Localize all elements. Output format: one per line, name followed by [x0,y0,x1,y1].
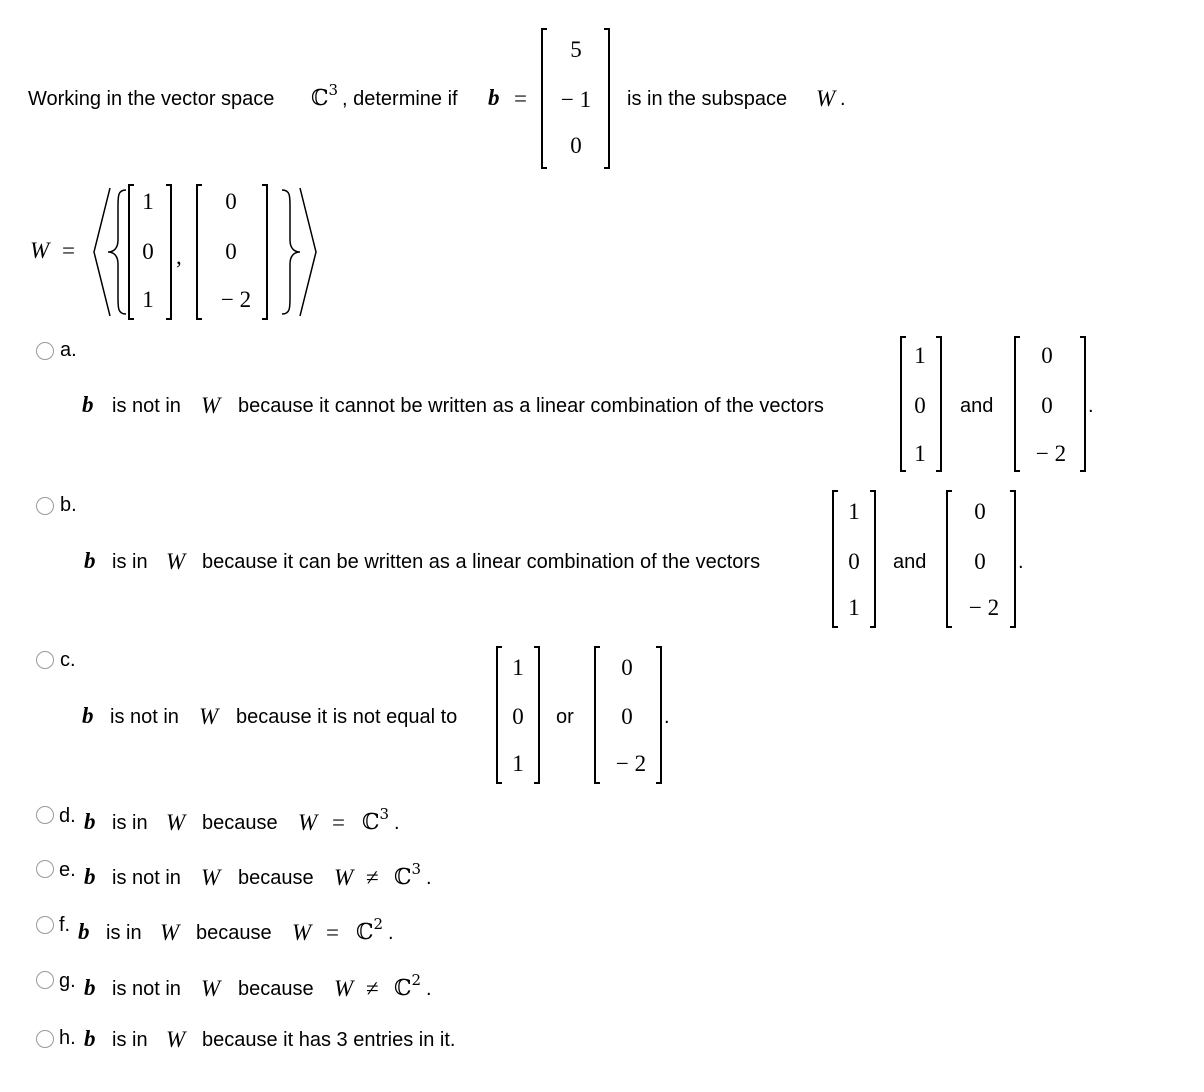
vector-b-entry: 5 [570,37,582,62]
option-f-letter: f. [59,914,71,936]
vector-b-symbol: b [84,975,96,1000]
option-a-v2-entry: − 2 [1035,441,1067,466]
vector-b-symbol: b [82,392,94,417]
option-g-letter: g. [59,970,76,992]
subspace-W-symbol: W [334,865,354,890]
vector-b-symbol: b [488,85,500,110]
option-b-v2-entry: 0 [974,549,986,574]
option-a-v1-entry: 0 [914,393,926,418]
option-b-text: is in [112,551,148,573]
subspace-W-symbol: W [199,704,219,729]
option-c-radio[interactable] [36,651,54,669]
option-c-v2-entry: − 2 [615,751,647,776]
w-v2-entry: − 2 [220,287,252,312]
question-mid: , determine if [342,88,458,110]
relation-symbol: ≠ [366,865,379,890]
question-suffix: is in the subspace [627,88,788,110]
space-symbol: ℂ$^2$ [356,914,384,945]
relation-symbol: = [326,920,339,945]
w-equals: = [62,238,75,263]
vector-b-symbol: b [84,809,96,834]
w-v2-entry: 0 [225,189,237,214]
vector-b-symbol: b [84,548,96,573]
space-symbol: ℂ$^3$ [362,804,390,835]
relation-symbol: ≠ [366,976,379,1001]
subspace-W-symbol: W [201,865,221,890]
subspace-W-symbol: W [298,810,318,835]
option-b-radio[interactable] [36,497,54,515]
w-comma: , [176,244,182,269]
option-c-v1-entry: 0 [512,704,524,729]
w-v1-entry: 0 [142,239,154,264]
subspace-W-symbol: W [201,393,221,418]
option-c-v1-entry: 1 [512,655,524,680]
space-symbol: ℂ$^2$ [394,970,422,1001]
option-d-text: because [202,812,278,834]
option-b-text: because it can be written as a linear combination of the vectors [202,551,761,573]
option-g-text: because [238,978,314,1000]
option-b-v1-entry: 0 [848,549,860,574]
question-period: . [840,88,846,110]
option-a-v2-entry: 0 [1041,343,1053,368]
option-c-text: is not in [110,706,179,728]
vector-b-symbol: b [84,864,96,889]
subspace-W-symbol: W [166,549,186,574]
option-g-period: . [426,978,432,1000]
option-e-letter: e. [59,859,76,881]
option-h-text: is in [112,1029,148,1051]
option-b-period: . [1018,551,1024,573]
w-v1-entry: 1 [142,189,154,214]
option-e-radio[interactable] [36,860,54,878]
subspace-W-symbol: W [160,920,180,945]
option-b-v1-entry: 1 [848,499,860,524]
option-h-letter: h. [59,1027,76,1049]
option-b-v2-entry: 0 [974,499,986,524]
option-d-letter: d. [59,805,76,827]
option-c-period: . [664,706,670,728]
option-a-and: and [960,395,994,417]
space-symbol: ℂ$^3$ [311,80,339,111]
question-prefix: Working in the vector space [28,88,275,110]
option-b-and: and [893,551,927,573]
option-e-text: because [238,867,314,889]
option-a-radio[interactable] [36,342,54,360]
vector-b-entry: 0 [570,133,582,158]
option-a-text: because it cannot be written as a linear combination of the vectors [238,395,824,417]
option-e-text: is not in [112,867,181,889]
w-v2-entry: 0 [225,239,237,264]
option-b-v2-entry: − 2 [968,595,1000,620]
span-brackets [86,182,326,322]
option-a-letter: a. [60,339,77,361]
option-g-text: is not in [112,978,181,1000]
option-a-text: is not in [112,395,181,417]
vector-b-symbol: b [78,919,90,944]
vector-b-symbol: b [84,1026,96,1051]
relation-symbol: = [332,810,345,835]
vector-b-entry: − 1 [560,87,592,112]
option-a-period: . [1088,395,1094,417]
option-b-v1-entry: 1 [848,595,860,620]
w-v1-entry: 1 [142,287,154,312]
option-f-text: because [196,922,272,944]
option-c-letter: c. [60,649,76,671]
subspace-W-symbol: W [201,976,221,1001]
option-c-or: or [556,706,574,728]
option-c-v1-entry: 1 [512,751,524,776]
option-a-v2-entry: 0 [1041,393,1053,418]
equals-sign: = [514,86,527,111]
option-d-radio[interactable] [36,806,54,824]
option-d-text: is in [112,812,148,834]
option-e-period: . [426,867,432,889]
option-f-text: is in [106,922,142,944]
subspace-W-symbol: W [166,1027,186,1052]
option-f-radio[interactable] [36,916,54,934]
option-h-text: because it has 3 entries in it. [202,1029,456,1051]
subspace-W-symbol: W [816,86,836,111]
option-a-v1-entry: 1 [914,343,926,368]
option-b-letter: b. [60,494,77,516]
vector-b-symbol: b [82,703,94,728]
option-h-radio[interactable] [36,1030,54,1048]
option-d-period: . [394,812,400,834]
option-a-v1-entry: 1 [914,441,926,466]
option-g-radio[interactable] [36,971,54,989]
w-label: W [30,238,50,263]
option-c-v2-entry: 0 [621,655,633,680]
option-c-text: because it is not equal to [236,706,458,728]
space-symbol: ℂ$^3$ [394,859,422,890]
subspace-W-symbol: W [292,920,312,945]
subspace-W-symbol: W [334,976,354,1001]
option-f-period: . [388,922,394,944]
subspace-W-symbol: W [166,810,186,835]
option-c-v2-entry: 0 [621,704,633,729]
